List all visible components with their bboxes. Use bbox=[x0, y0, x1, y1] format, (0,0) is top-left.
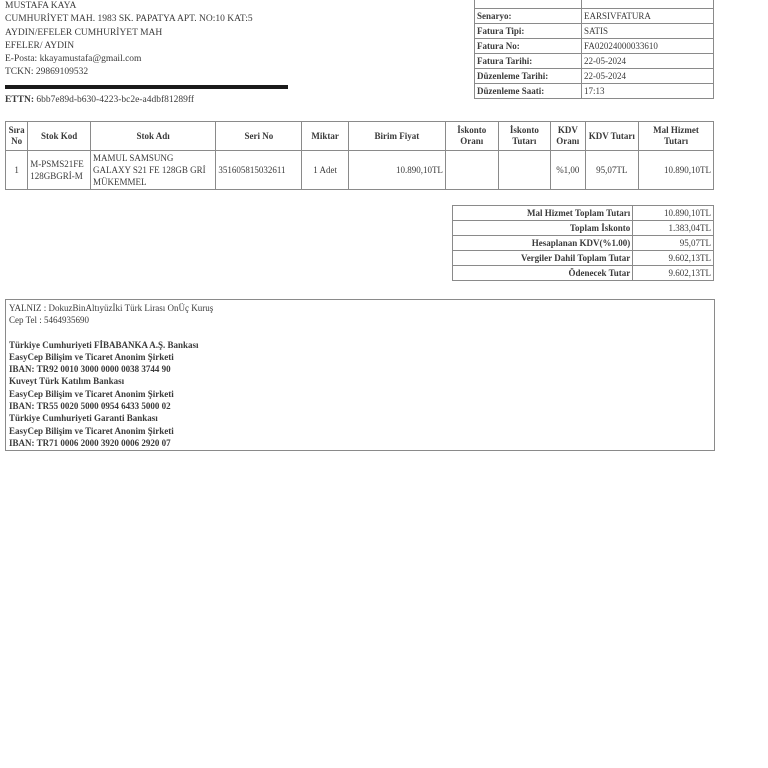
items-header-row bbox=[6, 122, 714, 151]
phone-number: Cep Tel : 5464935690 bbox=[9, 315, 89, 326]
table-row bbox=[6, 151, 714, 190]
seller-block bbox=[5, 0, 253, 80]
cell-birim-fiyat: 10.890,10TL bbox=[348, 151, 445, 190]
bank-line: IBAN: TR92 0010 3000 0000 0038 3744 90 bbox=[9, 364, 171, 375]
totals-row bbox=[453, 236, 714, 251]
col-header: İskonto Tutarı bbox=[498, 122, 551, 151]
totals-row bbox=[453, 251, 714, 266]
cell-seri-no: 351605815032611 bbox=[216, 151, 302, 190]
col-header: Mal Hizmet Tutarı bbox=[639, 122, 714, 151]
totals-row bbox=[453, 206, 714, 221]
totals-value: 9.602,13TL bbox=[633, 251, 714, 266]
col-header: Stok Kod bbox=[28, 122, 91, 151]
seller-divider bbox=[5, 85, 288, 89]
seller-address-line-2: AYDIN/EFELER CUMHURİYET MAH bbox=[5, 27, 163, 38]
col-header: Birim Fiyat bbox=[348, 122, 445, 151]
totals-value: 9.602,13TL bbox=[633, 266, 714, 281]
totals-value: 1.383,04TL bbox=[633, 221, 714, 236]
info-row bbox=[475, 54, 714, 69]
bank-line: Türkiye Cumhuriyeti FİBABANKA A.Ş. Bankası bbox=[9, 339, 199, 350]
info-row bbox=[475, 69, 714, 84]
info-value: SATIS bbox=[582, 24, 714, 39]
totals-value: 10.890,10TL bbox=[633, 206, 714, 221]
bank-line: Türkiye Cumhuriyeti Garanti Bankası bbox=[9, 413, 158, 424]
col-header: İskonto Oranı bbox=[445, 122, 498, 151]
invoice-info-table bbox=[474, 0, 714, 99]
cell-kdv-orani: %1,00 bbox=[551, 151, 585, 190]
seller-city: EFELER/ AYDIN bbox=[5, 40, 75, 51]
cell-iskonto-tutari bbox=[498, 151, 551, 190]
cell-sira-no: 1 bbox=[6, 151, 28, 190]
col-header: Stok Adı bbox=[90, 122, 215, 151]
ettn-value: 6bb7e89d-b630-4223-bc2e-a4dbf81289ff bbox=[36, 95, 195, 105]
totals-row bbox=[453, 221, 714, 236]
info-value: 22-05-2024 bbox=[582, 69, 714, 84]
info-row bbox=[475, 9, 714, 24]
totals-row bbox=[453, 266, 714, 281]
bank-line: EasyCep Bilişim ve Ticaret Anonim Şirketi bbox=[9, 425, 174, 436]
items-table bbox=[5, 121, 714, 190]
ettn bbox=[5, 95, 194, 105]
info-value: EARSIVFATURA bbox=[582, 9, 714, 24]
seller-name: MUSTAFA KAYA bbox=[5, 1, 77, 11]
bank-line: IBAN: TR71 0006 2000 3920 0006 2920 07 bbox=[9, 437, 171, 448]
cell-iskonto-orani bbox=[445, 151, 498, 190]
totals-value: 95,07TL bbox=[633, 236, 714, 251]
info-row bbox=[475, 39, 714, 54]
cell-stok-kod: M-PSMS21FE128GBGRİ-M bbox=[28, 151, 91, 190]
col-header: KDV Tutarı bbox=[585, 122, 639, 151]
info-value: FA02024000033610 bbox=[582, 39, 714, 54]
info-key: Fatura Tipi: bbox=[475, 24, 582, 39]
bank-line: IBAN: TR55 0020 5000 0954 6433 5000 02 bbox=[9, 401, 171, 412]
ettn-label: ETTN: bbox=[5, 95, 35, 105]
info-key: Düzenleme Saati: bbox=[475, 84, 582, 99]
cell-miktar: 1 Adet bbox=[302, 151, 349, 190]
totals-table bbox=[452, 205, 714, 281]
info-key: Fatura Tarihi: bbox=[475, 54, 582, 69]
info-key: Senaryo: bbox=[475, 9, 582, 24]
bank-line: EasyCep Bilişim ve Ticaret Anonim Şirketi bbox=[9, 351, 174, 362]
bank-line: EasyCep Bilişim ve Ticaret Anonim Şirketi bbox=[9, 388, 174, 399]
totals-key: Toplam İskonto bbox=[453, 221, 633, 236]
totals-key: Hesaplanan KDV(%1.00) bbox=[453, 236, 633, 251]
totals-key: Vergiler Dahil Toplam Tutar bbox=[453, 251, 633, 266]
seller-address-line-1: CUMHURİYET MAH. 1983 SK. PAPATYA APT. NO:10 KAT:5 bbox=[5, 14, 253, 25]
info-key: Düzenleme Tarihi: bbox=[475, 69, 582, 84]
bank-line: Kuveyt Türk Katılım Bankası bbox=[9, 376, 125, 387]
cell-mal-hizmet-tutari: 10.890,10TL bbox=[639, 151, 714, 190]
info-row-blank bbox=[475, 0, 714, 9]
seller-email: E-Posta: kkayamustafa@gmail.com bbox=[5, 54, 142, 65]
info-value: 17:13 bbox=[582, 84, 714, 99]
col-header: Sıra No bbox=[6, 122, 28, 151]
totals-key: Mal Hizmet Toplam Tutarı bbox=[453, 206, 633, 221]
info-key: Fatura No: bbox=[475, 39, 582, 54]
col-header: Miktar bbox=[302, 122, 349, 151]
seller-tckn: TCKN: 29869109532 bbox=[5, 67, 89, 78]
col-header: KDV Oranı bbox=[551, 122, 585, 151]
info-row bbox=[475, 84, 714, 99]
notes-box bbox=[5, 299, 715, 451]
cell-stok-adi: MAMUL SAMSUNG GALAXY S21 FE 128GB GRİ MÜKEMMEL bbox=[90, 151, 215, 190]
info-row bbox=[475, 24, 714, 39]
info-value: 22-05-2024 bbox=[582, 54, 714, 69]
amount-in-words: YALNIZ : DokuzBinAltıyüzİki Türk Lirası OnÜç Kuruş bbox=[9, 303, 214, 313]
col-header: Seri No bbox=[216, 122, 302, 151]
cell-kdv-tutari: 95,07TL bbox=[585, 151, 639, 190]
totals-key: Ödenecek Tutar bbox=[453, 266, 633, 281]
